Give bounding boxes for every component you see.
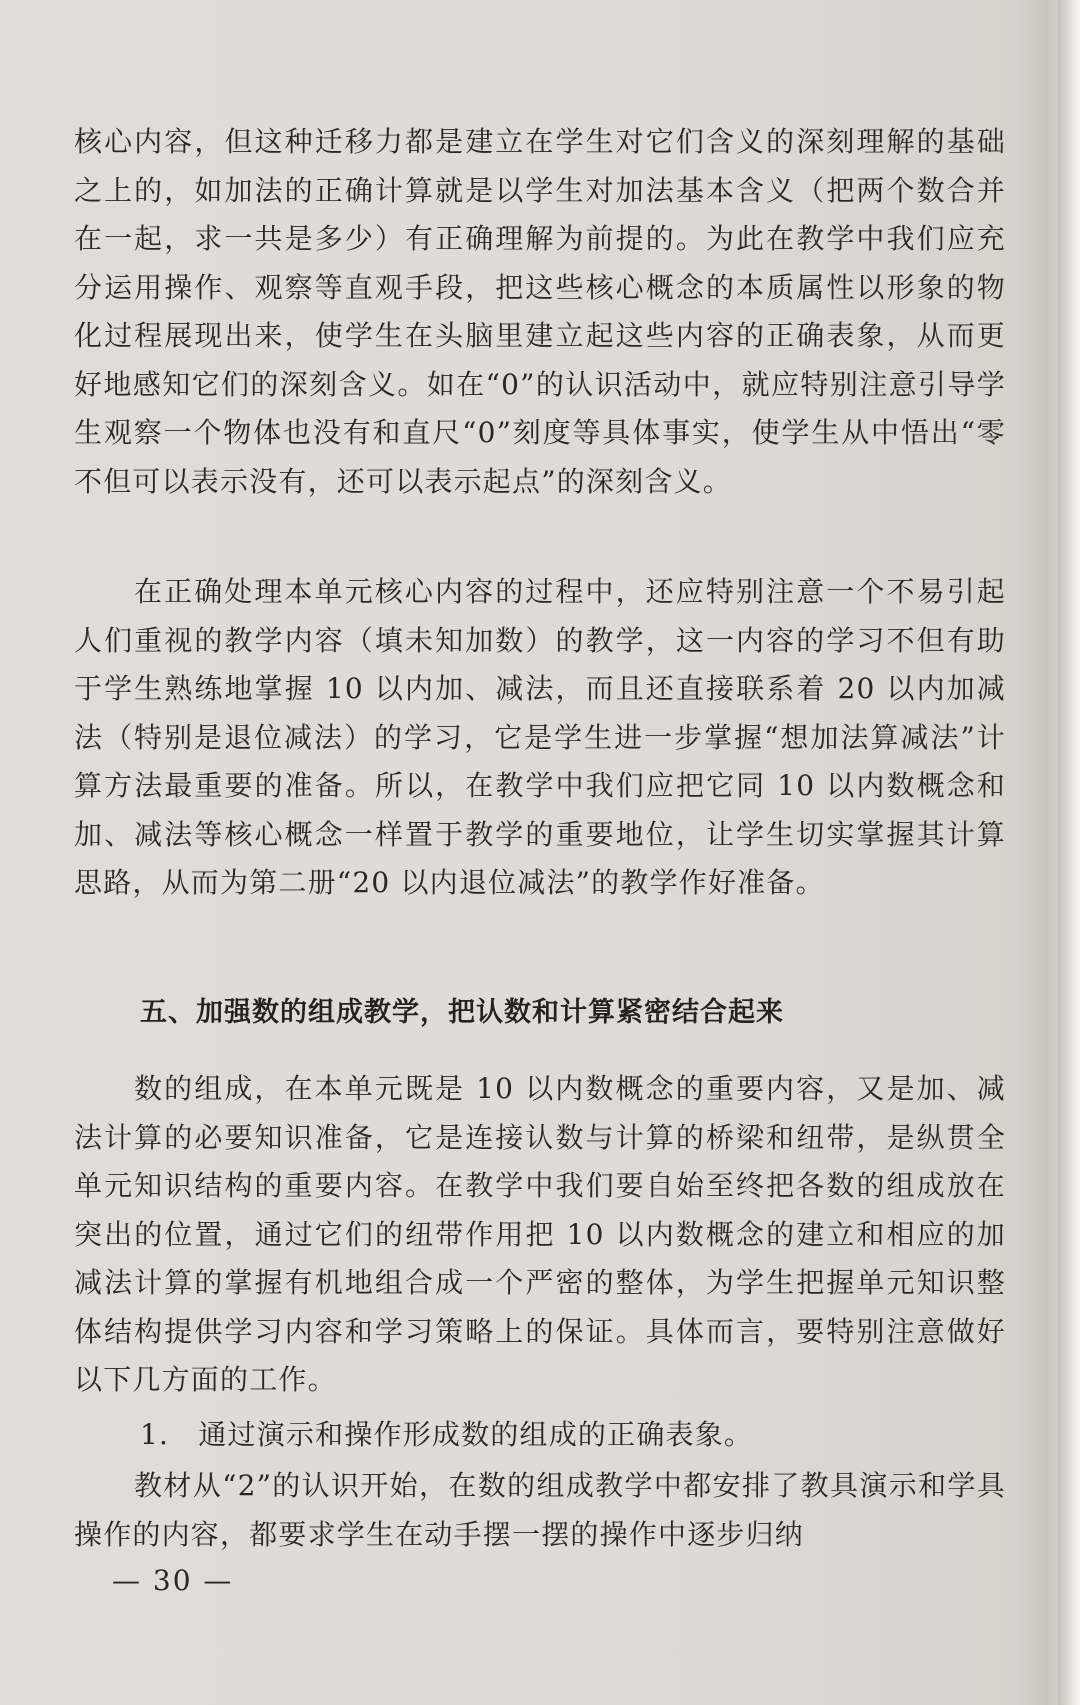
paragraph-1: 核心内容，但这种迁移力都是建立在学生对它们含义的深刻理解的基础之上的，如加法的正确计算就是以学生对加法基本含义（把两个数合并在一起，求一共是多少）有正确理解为前提的。为此在教学中我们应充分运用操作、观察等直观手段，把这些核心概念的本质属性以形象的物化过程展现出来，使学生在头脑里建立起这些内容的正确表象，从而更好地感知它们的深刻含义。如在“0”的认识活动中，就应特别注意引导学生观察一个物体也没有和直尺“0”刻度等具体事实，使学生从中悟出“零不但可以表示没有，还可以表示起点”的深刻含义。 (74, 125, 1006, 498)
paragraph-block-4 (74, 1462, 1006, 1559)
page-edge-shadow (1058, 0, 1080, 1705)
paragraph-3: 数的组成，在本单元既是 10 以内数概念的重要内容，又是加、减法计算的必要知识准备，它是连接认数与计算的桥梁和纽带，是纵贯全单元知识结构的重要内容。在教学中我们要自始至终把各数的组成放在突出的位置，通过它们的纽带作用把 10 以内数概念的建立和相应的加减法计算的掌握有机地组合成一个严密的整体，为学生把握单元知识整体结构提供学习内容和学习策略上的保证。具体而言，要特别注意做好以下几方面的工作。 (74, 1072, 1006, 1396)
paragraph-block-3 (74, 1065, 1006, 1405)
numbered-item-1: 1. 通过演示和操作形成数的组成的正确表象。 (140, 1418, 754, 1451)
paragraph-block-2 (74, 568, 1006, 908)
section-heading: 五、加强数的组成教学，把认数和计算紧密结合起来 (140, 997, 784, 1028)
paragraph-2: 在正确处理本单元核心内容的过程中，还应特别注意一个不易引起人们重视的教学内容（填未知加数）的教学，这一内容的学习不但有助于学生熟练地掌握 10 以内加、减法，而且还直接联系着 20 以内加减法（特别是退位减法）的学习，它是学生进一步掌握“想加法算减法”计算方法最重要的准备。所以，在教学中我们应把它同 10 以内数概念和加、减法等核心概念一样置于教学的重要地位，让学生切实掌握其计算思路，从而为第二册“20 以内退位减法”的教学作好准备。 (74, 575, 1006, 899)
page-number: — 30 — (112, 1564, 234, 1597)
paragraph-continued (74, 118, 1006, 506)
paragraph-4: 教材从“2”的认识开始，在数的组成教学中都安排了教具演示和学具操作的内容，都要求学生在动手摆一摆的操作中逐步归纳 (74, 1469, 1006, 1551)
